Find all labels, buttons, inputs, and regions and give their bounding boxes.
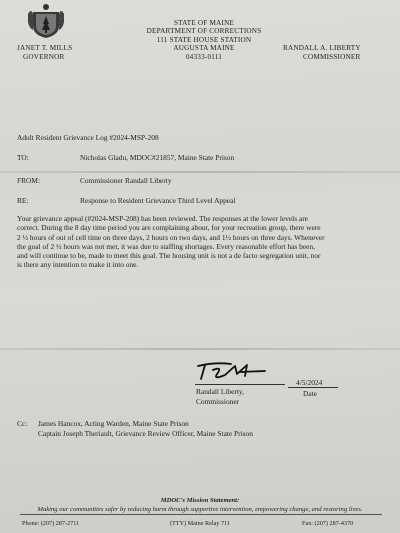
paper-fold [0,348,400,350]
handwritten-signature [195,360,270,382]
footer-tty: (TTY) Maine Relay 711 [169,520,231,527]
footer-phone: Phone: (207) 287-2711 [22,520,80,527]
to-value: Nicholas Gladu, MDOC#21857, Maine State Prison [80,153,235,162]
state-seal-icon [27,2,65,40]
body-line: Your grievance appeal (#2024-MSP-208) has been reviewed. The responses at the lower levels are [17,214,308,223]
zip-code: 04333-0111 [185,52,223,61]
mission-text: Making our communities safer by reducing harm through supportive intervention, empowering change, and restoring lives. [37,506,363,513]
date-label: Date [303,389,317,398]
body-line: correct. During the 8 day time period you are complaining about, for your recreation group, there were [17,223,321,233]
state-name: STATE OF MAINE [173,19,235,27]
from-label: FROM: [17,176,41,185]
footer-fax: Fax: (207) 287-4370 [302,520,354,527]
date-line [288,387,338,388]
commissioner-name: RANDALL A. LIBERTY [283,44,361,52]
paper-fold [0,171,400,173]
body-line: the goal of 2 ½ hours was not met, it was due to staffing shortages. Every reasonable effort has been, [17,241,315,251]
cc-recipient: James Hancox, Acting Warden, Maine State Prison [38,419,189,428]
mission-title: MDOC's Mission Statement: [160,497,240,504]
grievance-log-title: Adult Resident Grievance Log #2024-MSP-208 [17,133,159,142]
letterhead-center [128,19,280,61]
re-label: RE: [17,196,29,205]
body-line: is there any intention to make it into one. [17,260,139,270]
cc-label: Cc: [17,419,28,428]
letter-body [17,214,395,270]
governor-title: GOVERNOR [23,53,65,61]
commissioner-title: COMMISSIONER [303,53,361,61]
from-value: Commissioner Randall Liberty [80,176,172,185]
to-label: TO: [17,153,29,162]
signature-date: 4/5/2024 [296,378,323,387]
body-line: and will continue to be, made to meet this goal. The housing unit is not a de facto segregation unit, nor [17,251,321,261]
re-value: Response to Resident Grievance Third Level Appeal [80,196,236,205]
governor-name: JANET T. MILLS [17,44,73,52]
street-address: 111 STATE HOUSE STATION [156,35,252,44]
cc-recipient: Captain Joseph Theriault, Grievance Review Officer, Maine State Prison [38,429,253,438]
signature-line [195,384,285,385]
body-line: 2 ½ hours of out of cell time on three days, 2 hours on two days, and 1½ hours on three days. Whenever [17,232,325,242]
signer-title: Commissioner [196,397,240,406]
footer-rule [20,514,382,515]
city-name: AUGUSTA MAINE [173,44,235,53]
department-name: DEPARTMENT OF CORRECTIONS [146,27,262,36]
signer-name: Randall Liberty, [196,387,244,396]
